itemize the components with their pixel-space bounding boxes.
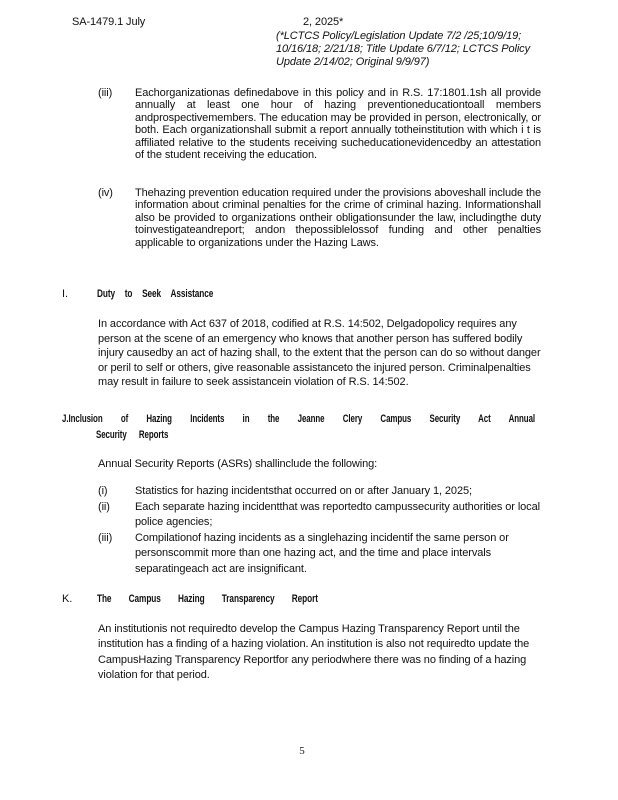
section-k-paragraph: An institutionis not requiredto develop the Campus Hazing Transparency Report until the institution has a finding of a hazing violation. An institution is also not requiredto update the CampusHazing Transparency Reportfor any periodwhere there was no finding of a hazing violation for that period. xyxy=(98,623,530,681)
section-i-paragraph: In accordance with Act 637 of 2018, codified at R.S. 14:502, Delgadopolicy requires any person at the scene of an emergency who knows that another person has suffered bodily injury causedby an act of hazing shall, to the extent that the person can do so without danger or peril to self or others, give reasonable assistanceto the injured person. Criminalpenalties may result in failure to seek assistancein violation of R.S. 14:502. xyxy=(98,318,541,389)
list-item-text: Eachorganizationas definedabove in this policy and in R.S. 17:1801.1sh all provide annually at least one hour of hazing preventioneducationtoall members andprospectivemembers. The education may be provided in person, electronically, or both. Each organizationshall submit a report annually totheinstitution with which i t is affiliated relative to the students receiving sucheducationevidencedby an attestation of the student receiving the education. xyxy=(135,87,541,162)
list-item-marker: (ii) xyxy=(98,501,110,513)
list-item-text: Compilationof hazing incidents as a singlehazing incidentif the same person or personscommit more than one hazing act, and the time and place intervals separatingeach act are insignificant. xyxy=(135,532,509,575)
section-heading-j-line2: Security Reports xyxy=(96,429,169,441)
section-heading-j xyxy=(62,413,618,441)
list-item-text: Statistics for hazing incidentsthat occurred on or after January 1, 2025; xyxy=(135,485,472,497)
list-item-marker: (iii) xyxy=(98,87,113,99)
list-item-marker: (iv) xyxy=(98,187,113,199)
section-title: The Campus Hazing Transparency Report xyxy=(97,593,318,605)
section-letter: I. xyxy=(62,288,68,300)
list-item-marker: (iii) xyxy=(98,532,113,544)
list-item-iv xyxy=(98,187,541,249)
revision-note-line: 10/16/18; 2/21/18; Title Update 6/7/12; LCTCS Policy xyxy=(276,43,530,56)
section-heading-i xyxy=(62,288,252,300)
asr-intro: Annual Security Reports (ASRs) shallinclude the following: xyxy=(98,458,378,470)
list-item-text: Thehazing prevention education required under the provisions aboveshall include the information about criminal penalties for the crime of criminal hazing. Informationshall also be provided to organizations ontheir obligationsunder the law, includingthe duty toinvestigateandreport; andon thepossiblelossof funding and other penalties applicable to organizations under the Hazing Laws. xyxy=(135,187,541,249)
revision-note-line: (*LCTCS Policy/Legislation Update 7/2 /25;10/9/19; xyxy=(276,30,522,42)
page-number: 5 xyxy=(299,745,305,757)
section-heading-k xyxy=(62,593,392,605)
list-item-j-i xyxy=(98,484,541,499)
list-item-iii xyxy=(98,87,541,161)
section-letter: K. xyxy=(62,593,73,605)
section-letter: J. xyxy=(62,413,69,425)
list-item-marker: (i) xyxy=(98,485,108,497)
list-item-j-ii xyxy=(98,500,541,531)
section-title: Duty to Seek Assistance xyxy=(97,288,214,300)
list-item-text: Each separate hazing incidentthat was reportedto campussecurity authorities or local police agencies; xyxy=(135,501,540,529)
doc-reference: SA-1479.1 July xyxy=(72,16,146,28)
revision-note-line: Update 2/14/02; Original 9/9/97) xyxy=(276,56,430,69)
doc-date: 2, 2025* xyxy=(303,16,344,28)
revision-note xyxy=(276,30,546,70)
section-heading-j-line1 xyxy=(62,413,535,429)
section-title: Inclusion of Hazing Incidents in the Jeanne Clery Campus Security Act Annual xyxy=(68,413,536,425)
list-item-j-iii xyxy=(98,531,541,577)
